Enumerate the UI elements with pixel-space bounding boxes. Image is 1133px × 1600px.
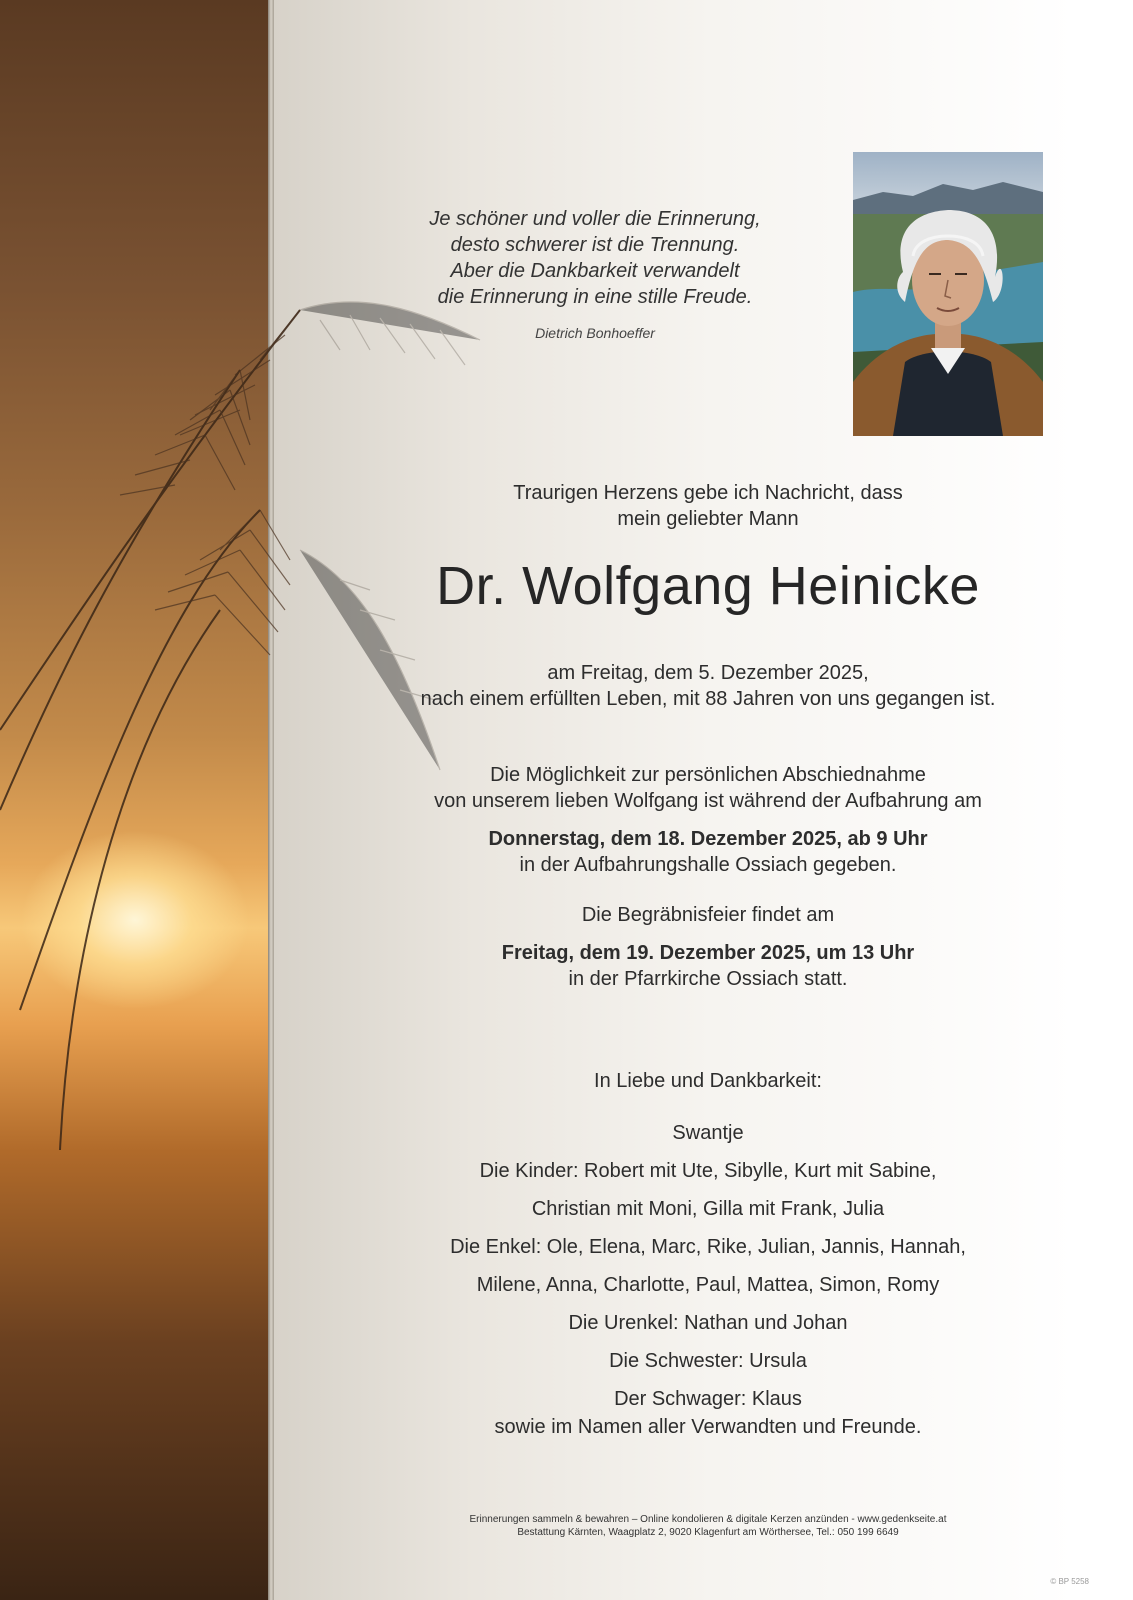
grandchildren-line: Milene, Anna, Charlotte, Paul, Mattea, Simon, Romy bbox=[476, 1274, 940, 1296]
family-brother-in-law: Der Schwager: Klaus bbox=[614, 1388, 802, 1410]
quote-line: Aber die Dankbarkeit verwandelt bbox=[450, 260, 740, 282]
children-line: Die Kinder: Robert mit Ute, Sibylle, Kurt mit Sabine, bbox=[479, 1160, 937, 1182]
funeral-date: Freitag, dem 19. Dezember 2025, um 13 Uhr bbox=[501, 942, 915, 964]
footer-line: Bestattung Kärnten, Waagplatz 2, 9020 Klagenfurt am Wörthersee, Tel.: 050 199 6649 bbox=[517, 1527, 899, 1538]
footer-line: Erinnerungen sammeln & bewahren – Online kondolieren & digitale Kerzen anzünden - www.gedenkseite.at bbox=[469, 1514, 947, 1525]
announcement-intro bbox=[374, 480, 1042, 532]
viewing-line: von unserem lieben Wolfgang ist während der Aufbahrung am bbox=[434, 790, 982, 812]
thanks-heading: In Liebe und Dankbarkeit: bbox=[594, 1070, 822, 1092]
closing-line: sowie im Namen aller Verwandten und Freunde. bbox=[494, 1416, 922, 1438]
viewing-line: Die Möglichkeit zur persönlichen Abschiednahme bbox=[490, 764, 926, 786]
children-line: Christian mit Moni, Gilla mit Frank, Julia bbox=[531, 1198, 885, 1220]
quote-author: Dietrich Bonhoeffer bbox=[535, 325, 655, 341]
viewing-date: Donnerstag, dem 18. Dezember 2025, ab 9 Uhr bbox=[488, 828, 928, 850]
death-description: nach einem erfüllten Leben, mit 88 Jahren von uns gegangen ist. bbox=[420, 688, 996, 710]
print-code: © BP 5258 bbox=[1050, 1577, 1089, 1586]
portrait-image bbox=[853, 152, 1043, 436]
family-children bbox=[374, 1158, 1042, 1222]
funeral-place: in der Pfarrkirche Ossiach statt. bbox=[568, 968, 848, 990]
death-date: am Freitag, dem 5. Dezember 2025, bbox=[547, 662, 869, 684]
portrait-photo bbox=[853, 152, 1043, 436]
deceased-name: Dr. Wolfgang Heinicke bbox=[436, 556, 980, 616]
family-spouse: Swantje bbox=[672, 1122, 744, 1144]
family-grandchildren bbox=[374, 1234, 1042, 1298]
death-details bbox=[374, 660, 1042, 712]
funeral-line: Die Begräbnisfeier findet am bbox=[581, 904, 835, 926]
intro-line: Traurigen Herzens gebe ich Nachricht, dass bbox=[513, 482, 903, 504]
footer bbox=[374, 1513, 1042, 1539]
quote-line: Je schöner und voller die Erinnerung, bbox=[429, 208, 761, 230]
funeral-details bbox=[374, 902, 1042, 992]
viewing-place: in der Aufbahrungshalle Ossiach gegeben. bbox=[519, 854, 897, 876]
quote-line: desto schwerer ist die Trennung. bbox=[450, 234, 740, 256]
quote-line: die Erinnerung in eine stille Freude. bbox=[437, 286, 753, 308]
family-sister: Die Schwester: Ursula bbox=[609, 1350, 807, 1372]
family-list bbox=[374, 1120, 1042, 1424]
viewing-details bbox=[374, 762, 1042, 878]
grandchildren-line: Die Enkel: Ole, Elena, Marc, Rike, Julian, Jannis, Hannah, bbox=[450, 1236, 966, 1258]
memorial-quote bbox=[380, 206, 810, 346]
intro-line: mein geliebter Mann bbox=[617, 508, 799, 530]
family-great-grandchildren: Die Urenkel: Nathan und Johan bbox=[568, 1312, 848, 1334]
